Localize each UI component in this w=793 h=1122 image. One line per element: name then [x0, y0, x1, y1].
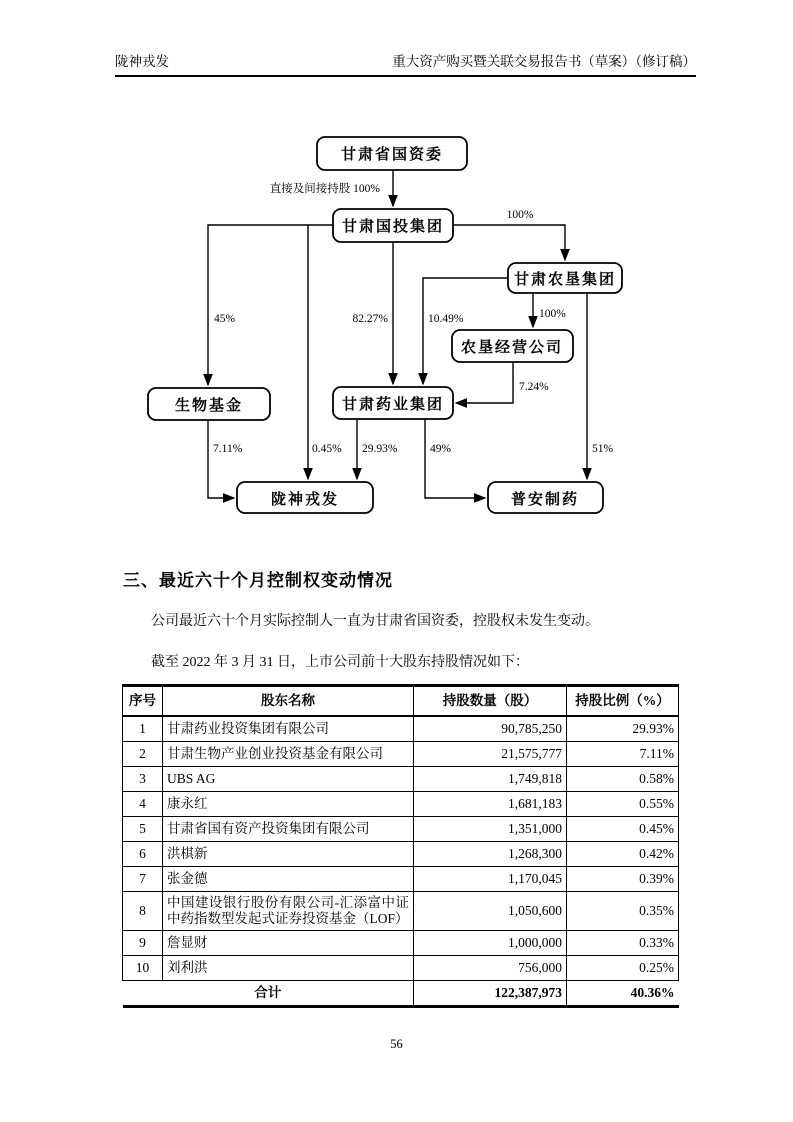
- ownership-structure-diagram: [0, 0, 793, 560]
- edge-label-guotou-nongken: 100%: [506, 209, 534, 221]
- diagram-nodes: [148, 137, 622, 513]
- table-row: 5 甘肃省国有资产投资集团有限公司 1,351,000 0.45%: [123, 817, 679, 842]
- svg-text:甘肃药业集团: 甘肃药业集团: [341, 396, 445, 413]
- table-row: 4 康永红 1,681,183 0.55%: [123, 792, 679, 817]
- table-header-row: [123, 686, 679, 717]
- svg-text:生物基金: 生物基金: [174, 397, 244, 414]
- edge-label-nongken-jingying: 100%: [539, 308, 566, 320]
- edge-guotou-nongken: [453, 225, 565, 260]
- table-row: 2 甘肃生物产业创业投资基金有限公司 21,575,777 7.11%: [123, 742, 679, 767]
- edge-label-guotou-yaoye: 82.27%: [352, 313, 388, 325]
- table-row: 7 张金德 1,170,045 0.39%: [123, 867, 679, 892]
- table-row: 3 UBS AG 1,749,818 0.58%: [123, 767, 679, 792]
- paragraph-control-change: 公司最近六十个月实际控制人一直为甘肃省国资委，控股权未发生变动。: [151, 614, 599, 629]
- total-shares: 122,387,973: [414, 981, 567, 1007]
- org-node-shengwu-jijin: [148, 388, 270, 420]
- svg-text:甘肃农垦集团: 甘肃农垦集团: [513, 271, 617, 288]
- edge-jingying-yaoye: [456, 362, 513, 403]
- edge-label-nongken-puan: 51%: [592, 443, 614, 455]
- org-node-gansu-guotou: [333, 209, 453, 242]
- header-left-title: 陇神戎发: [115, 54, 169, 69]
- org-node-puan-zhiyao: [488, 482, 603, 513]
- edge-label-guotou-longshen: 0.45%: [312, 443, 342, 455]
- org-node-nongken-jingying: [452, 330, 573, 362]
- svg-text:甘肃省国资委: 甘肃省国资委: [340, 146, 444, 163]
- edge-label-nongken-yaoye: 10.49%: [428, 313, 464, 325]
- header-right-title: 重大资产购买暨关联交易报告书（草案）（修订稿）: [392, 54, 696, 69]
- edge-guotou-shengwujijin: [208, 225, 333, 385]
- page-number: 56: [390, 1037, 403, 1051]
- org-node-longshen-rongfa: [237, 482, 373, 513]
- edge-yaoye-puan: [425, 419, 485, 498]
- shareholders-table: [122, 684, 679, 1008]
- header-ratio: 持股比例（%）: [567, 686, 679, 717]
- org-node-gansu-nongken: [508, 263, 622, 293]
- edge-label-guotou-shengwujijin: 45%: [214, 313, 236, 325]
- svg-text:普安制药: 普安制药: [510, 491, 580, 508]
- total-ratio: 40.36%: [567, 981, 679, 1007]
- edge-label-yaoye-longshen: 29.93%: [362, 443, 398, 455]
- section-heading: 三、最近六十个月控制权变动情况: [123, 571, 393, 590]
- svg-text:农垦经营公司: 农垦经营公司: [460, 339, 564, 356]
- edge-shengwujijin-longshen: [208, 420, 234, 498]
- total-label: 合计: [123, 981, 414, 1007]
- edge-label-jingying-yaoye: 7.24%: [519, 381, 549, 393]
- table-row: 8 中国建设银行股份有限公司-汇添富中证中药指数型发起式证券投资基金（LOF） 1,050,600 0.35%: [123, 892, 679, 931]
- table-total-row: [123, 981, 679, 1007]
- table-row: 1 甘肃药业投资集团有限公司 90,785,250 29.93%: [123, 716, 679, 742]
- header-no: 序号: [123, 686, 163, 717]
- org-node-gansu-sasac: [317, 137, 467, 170]
- edge-label-yaoye-puan: 49%: [430, 443, 452, 455]
- edge-label-sasac-guotou: 直接及间接持股 100%: [269, 183, 380, 195]
- svg-text:陇神戎发: 陇神戎发: [270, 491, 340, 508]
- paragraph-table-intro: 截至 2022 年 3 月 31 日，上市公司前十大股东持股情况如下：: [151, 655, 529, 670]
- table-row: 10 刘利洪 756,000 0.25%: [123, 956, 679, 981]
- edge-label-shengwujijin-longshen: 7.11%: [213, 443, 243, 455]
- header-name: 股东名称: [163, 686, 414, 717]
- svg-text:甘肃国投集团: 甘肃国投集团: [341, 218, 445, 235]
- table-row: 9 詹显财 1,000,000 0.33%: [123, 931, 679, 956]
- header-shares: 持股数量（股）: [414, 686, 567, 717]
- table-row: 6 洪棋新 1,268,300 0.42%: [123, 842, 679, 867]
- org-node-gansu-yaoye: [333, 387, 453, 419]
